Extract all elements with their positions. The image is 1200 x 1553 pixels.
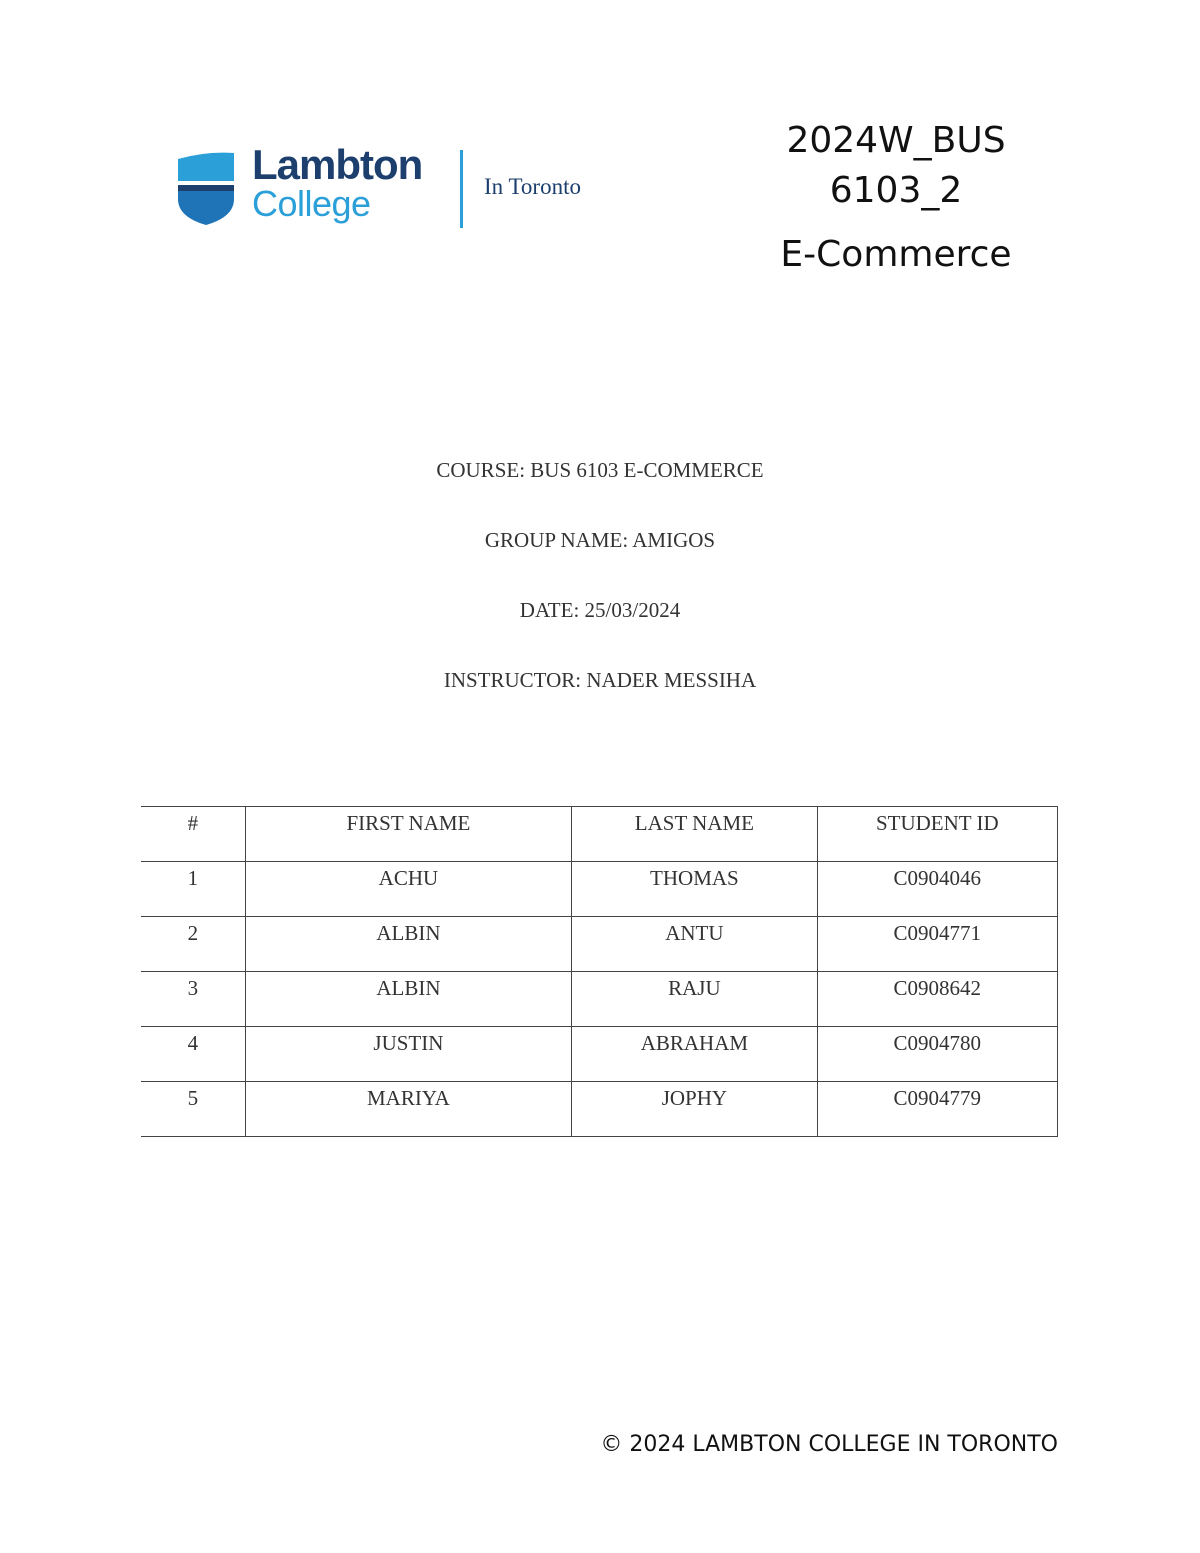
cell-number: 2	[141, 917, 245, 972]
group-name-line: GROUP NAME: AMIGOS	[484, 528, 716, 552]
header-number: #	[141, 807, 245, 862]
course-title: E-Commerce	[780, 234, 1012, 275]
header-first-name: FIRST NAME	[245, 807, 572, 862]
college-logo	[176, 141, 596, 232]
table-row	[141, 972, 1058, 1027]
cell-student-id: C0904046	[817, 862, 1057, 917]
cell-student-id: C0908642	[817, 972, 1057, 1027]
cell-last-name: ABRAHAM	[572, 1027, 817, 1082]
course-code-line-1: 2024W_BUS	[786, 120, 1006, 161]
date-line: DATE: 25/03/2024	[519, 598, 681, 622]
cell-first-name: ALBIN	[245, 972, 572, 1027]
cell-number: 1	[141, 862, 245, 917]
header-last-name: LAST NAME	[572, 807, 817, 862]
student-table	[141, 806, 1058, 1137]
logo-campus: In Toronto	[484, 174, 581, 199]
course-code-line-2: 6103_2	[829, 170, 963, 211]
logo-divider	[460, 150, 463, 228]
cell-first-name: JUSTIN	[245, 1027, 572, 1082]
instructor-line: INSTRUCTOR: NADER MESSIHA	[443, 668, 757, 692]
copyright-footer: © 2024 LAMBTON COLLEGE IN TORONTO	[600, 1432, 1058, 1457]
table-header-row	[141, 807, 1058, 862]
cell-last-name: THOMAS	[572, 862, 817, 917]
logo-sub: College	[252, 183, 371, 224]
table-row	[141, 1027, 1058, 1082]
shield-icon	[176, 151, 236, 227]
table-row	[141, 862, 1058, 917]
cell-first-name: ACHU	[245, 862, 572, 917]
cell-last-name: JOPHY	[572, 1082, 817, 1137]
table-row	[141, 917, 1058, 972]
table-row	[141, 1082, 1058, 1137]
course-line: COURSE: BUS 6103 E-COMMERCE	[436, 458, 764, 482]
cell-first-name: MARIYA	[245, 1082, 572, 1137]
logo-name: Lambton	[252, 141, 423, 188]
cell-last-name: ANTU	[572, 917, 817, 972]
logo-wordmark	[252, 141, 423, 224]
cell-student-id: C0904771	[817, 917, 1057, 972]
cell-number: 4	[141, 1027, 245, 1082]
cell-number: 3	[141, 972, 245, 1027]
cell-student-id: C0904779	[817, 1082, 1057, 1137]
cell-number: 5	[141, 1082, 245, 1137]
cell-last-name: RAJU	[572, 972, 817, 1027]
course-code	[760, 116, 1032, 216]
header-student-id: STUDENT ID	[817, 807, 1057, 862]
cell-first-name: ALBIN	[245, 917, 572, 972]
cell-student-id: C0904780	[817, 1027, 1057, 1082]
